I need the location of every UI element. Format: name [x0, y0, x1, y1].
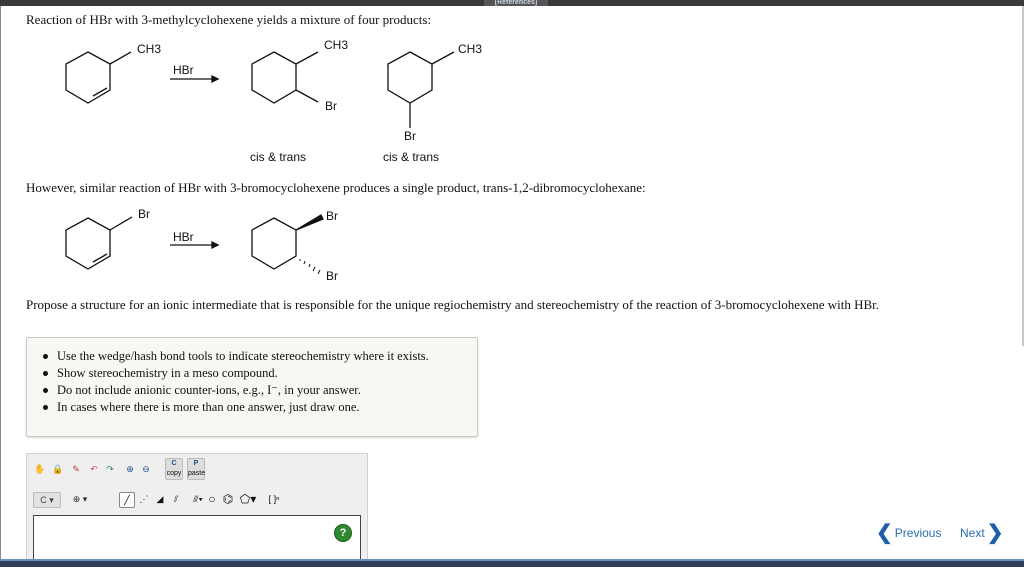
charge-tool[interactable]: ⊕ ▾	[72, 494, 88, 504]
bottom-bar	[0, 559, 1024, 567]
reagent-label-1: HBr	[173, 63, 194, 77]
help-icon[interactable]: ?	[334, 524, 352, 542]
reagent-label-2: HBr	[173, 230, 194, 244]
product-ring-3	[252, 218, 296, 269]
single-bond-icon[interactable]: ╱	[119, 492, 135, 508]
instructions-box	[26, 337, 478, 437]
lasso-icon[interactable]: 🔒	[52, 464, 64, 474]
hash-bond-icon[interactable]: ⋰	[139, 494, 149, 504]
hash-bond	[300, 259, 320, 274]
cyclopropane-icon[interactable]: ○	[208, 492, 216, 506]
methyl-label-1: CH3	[137, 42, 162, 56]
bond-menu-icon[interactable]: ⫻▾	[193, 494, 203, 504]
references-tab[interactable]: [References]	[484, 0, 548, 6]
chevron-right-icon: ❯	[986, 522, 1004, 544]
undo-icon[interactable]: ↶	[90, 464, 98, 474]
question-line-1: Reaction of HBr with 3-methylcyclohexene yields a mixture of four products:	[26, 12, 432, 27]
ring-menu-icon[interactable]: ⬠▾	[239, 492, 257, 506]
instruction-item: Show stereochemistry in a meso compound.	[57, 365, 429, 382]
double-bond-icon[interactable]: ⫽	[173, 494, 178, 504]
paste-button[interactable]: P paste	[187, 458, 205, 480]
methyl-label-3: CH3	[458, 42, 483, 56]
instruction-item: Do not include anionic counter-ions, e.g., I⁻, in your answer.	[57, 382, 429, 399]
copy-button[interactable]: C copy	[165, 458, 183, 480]
cyclohexene-ring-2	[66, 218, 110, 269]
bromo-label-p1: Br	[326, 209, 338, 223]
instruction-item: Use the wedge/hash bond tools to indicate stereochemistry where it exists.	[57, 349, 429, 363]
chevron-left-icon: ❮	[876, 522, 893, 544]
previous-button[interactable]: ❮ Previous	[876, 522, 942, 544]
bromo-label-3: Br	[404, 129, 416, 143]
stereo-note-1: cis & trans	[250, 150, 307, 164]
eraser-icon[interactable]: ✎	[72, 464, 80, 474]
bromo-label-sm: Br	[138, 207, 150, 221]
hand-tool-icon[interactable]: ✋	[34, 464, 46, 474]
structure-editor	[26, 453, 368, 561]
bromo-label-p2: Br	[326, 269, 338, 283]
redo-icon[interactable]: ↷	[106, 464, 114, 474]
next-button[interactable]: Next ❯	[960, 522, 1004, 544]
zoom-in-icon[interactable]: ⊕	[126, 464, 134, 474]
drawing-canvas[interactable]	[33, 515, 361, 561]
instruction-item: In cases where there is more than one answer, just draw one.	[57, 399, 429, 416]
question-line-3: Propose a structure for an ionic intermediate that is responsible for the unique regiochemistry and stereochemistry of the reaction of 3-bromocyclohexene with HBr.	[26, 297, 880, 312]
stereo-note-2: cis & trans	[383, 150, 440, 164]
methyl-label-2: CH3	[324, 38, 349, 52]
wedge-bond	[296, 215, 323, 230]
bromo-label-2: Br	[325, 99, 337, 113]
element-selector[interactable]: C ▾	[33, 492, 61, 508]
bracket-tool[interactable]: [ ]ⁿ	[268, 494, 280, 504]
benzene-icon[interactable]: ⌬	[222, 492, 234, 506]
question-line-2: However, similar reaction of HBr with 3-bromocyclohexene produces a single product, trans-1,2-dibromocyclohexane:	[26, 180, 646, 195]
zoom-out-icon[interactable]: ⊖	[142, 464, 150, 474]
wedge-bond-icon[interactable]: ◢	[156, 494, 164, 504]
